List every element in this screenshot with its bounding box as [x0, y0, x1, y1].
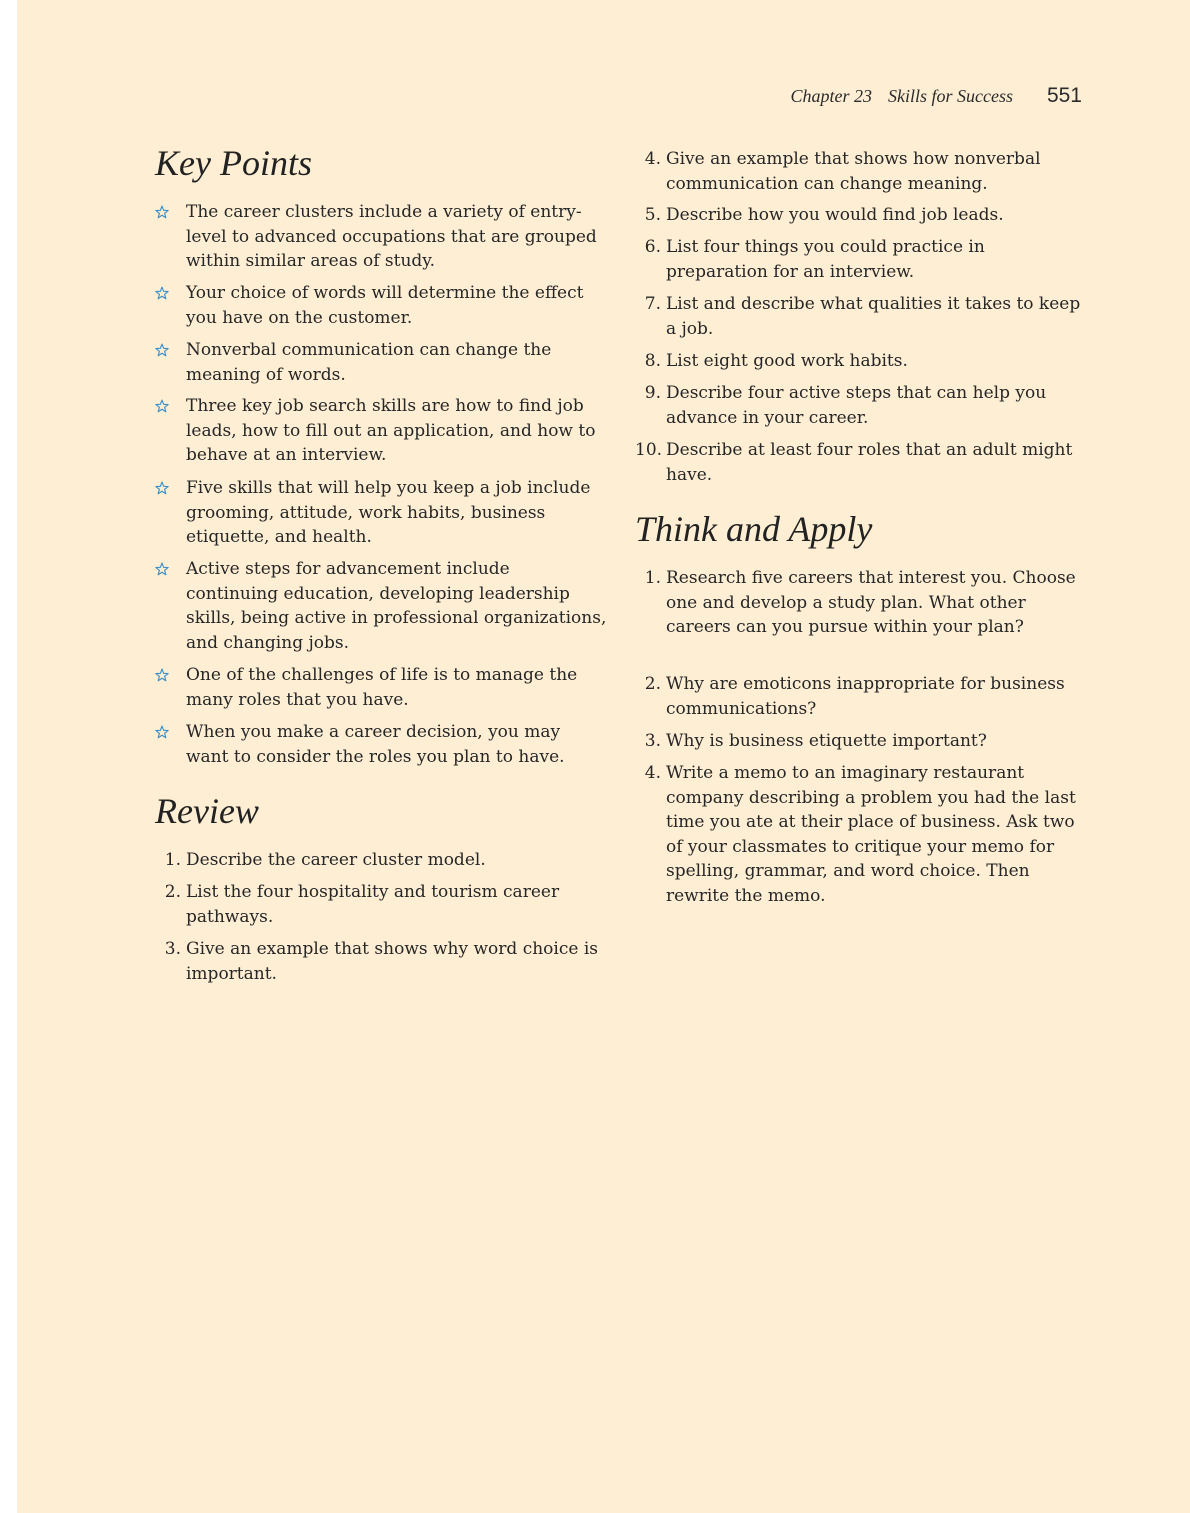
review-item-text: List eight good work habits. — [666, 351, 908, 371]
chapter-label: Chapter 23 — [790, 86, 872, 106]
key-point-item — [155, 281, 607, 330]
key-point-item — [155, 720, 607, 769]
review-item-number: 9. — [644, 383, 661, 403]
key-point-item — [155, 394, 607, 468]
think-apply-item-text: Write a memo to an imaginary restaurant company describing a problem you had the last time you ate at their place of business. Ask two of your classmates to critique your memo for spelling, grammar, and word choice. Then rewrite the memo. — [666, 763, 1076, 906]
review-item — [635, 235, 1087, 284]
key-point-text: The career clusters include a variety of entry-level to advanced occupations that are grouped within similar areas of study. — [186, 202, 597, 271]
review-item-number: 5. — [644, 205, 661, 225]
review-item — [155, 937, 607, 986]
key-point-text: Five skills that will help you keep a job include grooming, attitude, work habits, business etiquette, and health. — [186, 478, 591, 547]
key-point-item — [155, 338, 607, 387]
think-apply-item-text: Research five careers that interest you. Choose one and develop a study plan. What other careers can you pursue within your plan? — [666, 568, 1076, 637]
key-point-text: Your choice of words will determine the effect you have on the customer. — [186, 283, 584, 328]
review-item-text: List the four hospitality and tourism career pathways. — [186, 882, 560, 927]
review-item — [635, 381, 1087, 430]
page-number: 551 — [1046, 84, 1082, 107]
think-apply-item-number: 3. — [644, 731, 661, 751]
think-apply-item-text: Why are emoticons inappropriate for business communications? — [666, 674, 1065, 719]
review-item — [635, 349, 1087, 374]
star-icon — [155, 394, 169, 418]
review-item — [155, 848, 607, 873]
star-icon — [155, 338, 169, 362]
key-point-item — [155, 557, 607, 655]
key-point-text: Nonverbal communication can change the meaning of words. — [186, 340, 552, 385]
page — [17, 0, 1190, 1513]
key-point-text: One of the challenges of life is to manage the many roles that you have. — [186, 665, 578, 710]
key-point-item — [155, 663, 607, 712]
review-item-text: Give an example that shows why word choice is important. — [186, 939, 598, 984]
key-point-item — [155, 200, 607, 274]
star-icon — [155, 557, 169, 581]
review-item-number: 1. — [164, 850, 181, 870]
review-item — [635, 203, 1087, 228]
star-icon — [155, 281, 169, 305]
review-item-text: Describe at least four roles that an adult might have. — [666, 440, 1073, 485]
review-item-number: 10. — [635, 440, 663, 460]
think-apply-item — [635, 566, 1087, 640]
star-icon — [155, 663, 169, 687]
key-point-text: Active steps for advancement include continuing education, developing leadership skills, being active in professional organizations, and changing jobs. — [186, 559, 607, 653]
think-and-apply-heading: Think and Apply — [635, 509, 873, 549]
review-item-number: 2. — [164, 882, 181, 902]
review-item-text: Give an example that shows how nonverbal communication can change meaning. — [666, 149, 1041, 194]
think-apply-item-number: 4. — [644, 763, 661, 783]
chapter-title: Skills for Success — [887, 86, 1013, 106]
star-icon — [155, 720, 169, 744]
star-icon — [155, 200, 169, 224]
think-apply-item — [635, 672, 1087, 721]
think-apply-item-number: 2. — [644, 674, 661, 694]
review-item-text: Describe the career cluster model. — [186, 850, 486, 870]
think-apply-item — [635, 729, 1087, 754]
review-item — [155, 880, 607, 929]
key-point-text: When you make a career decision, you may want to consider the roles you plan to have. — [186, 722, 565, 767]
review-item-number: 6. — [644, 237, 661, 257]
review-item-number: 3. — [164, 939, 181, 959]
running-head — [790, 84, 1082, 108]
review-item — [635, 147, 1087, 196]
star-icon — [155, 476, 169, 500]
review-item-text: List and describe what qualities it takes to keep a job. — [666, 294, 1081, 339]
think-apply-item-text: Why is business etiquette important? — [666, 731, 987, 751]
think-apply-item — [635, 761, 1087, 908]
review-item-text: List four things you could practice in preparation for an interview. — [666, 237, 985, 282]
key-point-text: Three key job search skills are how to find job leads, how to fill out an application, and how to behave at an interview. — [186, 396, 596, 465]
review-item-number: 8. — [644, 351, 661, 371]
review-item — [635, 292, 1087, 341]
review-item-number: 7. — [644, 294, 661, 314]
review-heading: Review — [155, 791, 259, 831]
review-item-text: Describe how you would find job leads. — [666, 205, 1004, 225]
review-item-number: 4. — [644, 149, 661, 169]
key-points-heading: Key Points — [155, 143, 312, 183]
review-item — [635, 438, 1087, 487]
think-apply-item-number: 1. — [644, 568, 661, 588]
key-point-item — [155, 476, 607, 550]
review-item-text: Describe four active steps that can help you advance in your career. — [666, 383, 1047, 428]
